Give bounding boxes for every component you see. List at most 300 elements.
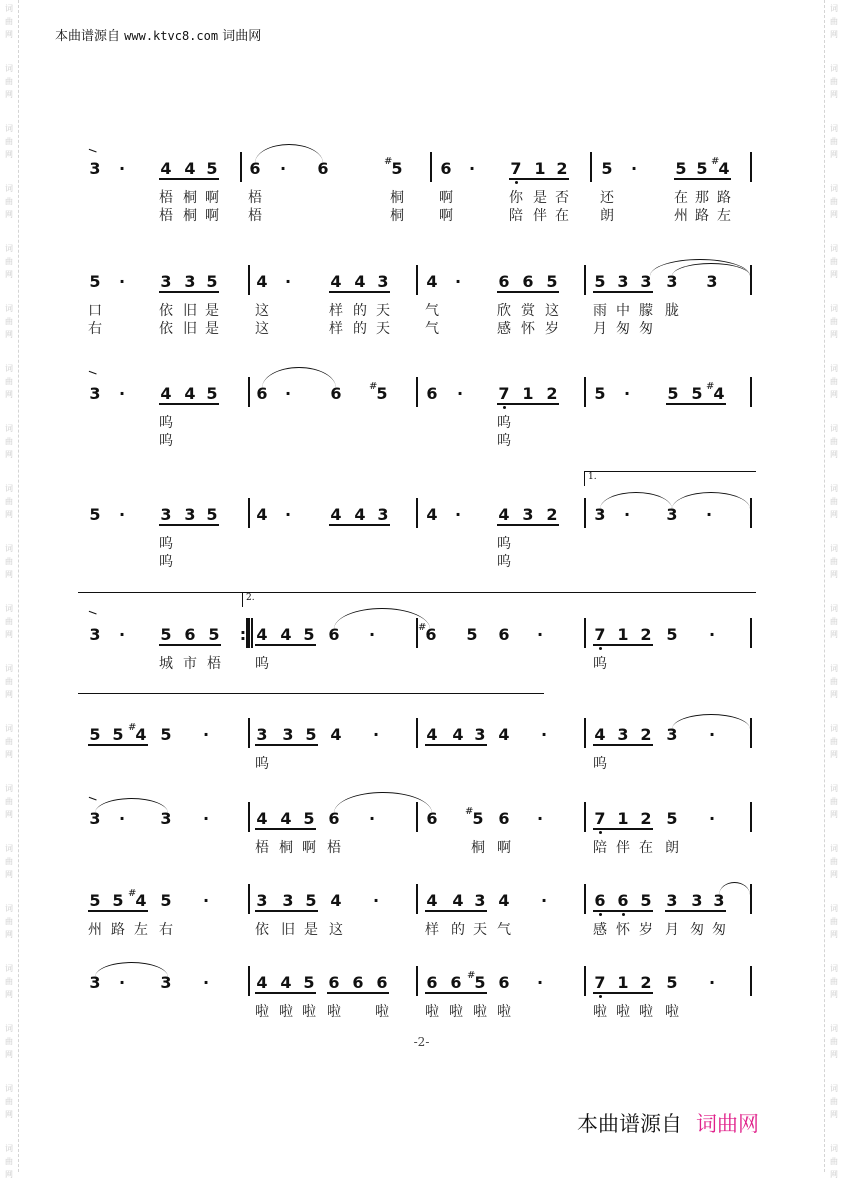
barline xyxy=(248,802,250,832)
slur-arc xyxy=(334,792,432,813)
score-note: 5 xyxy=(208,625,220,644)
watermark-char: 网 xyxy=(5,30,13,39)
watermark-char: 曲 xyxy=(830,497,838,506)
watermark-char: 网 xyxy=(830,210,838,219)
beam-underline xyxy=(159,291,219,293)
watermark-char: 词 xyxy=(5,604,13,613)
duration-dot: · xyxy=(279,159,287,178)
watermark-char: 曲 xyxy=(5,677,13,686)
score-note: 4 xyxy=(498,505,510,524)
score-note: 5 xyxy=(640,891,652,910)
lyric-syllable: 梧 xyxy=(327,840,341,856)
score-note: 4 xyxy=(354,272,366,291)
score-note: 4 xyxy=(184,159,196,178)
score-note: 5 xyxy=(305,891,317,910)
duration-dot: · xyxy=(368,625,376,644)
lyric-syllable: 气 xyxy=(425,321,439,337)
watermark-char: 网 xyxy=(5,990,13,999)
score-note: 2 xyxy=(640,809,652,828)
low-octave-dot xyxy=(503,406,506,409)
lyric-syllable: 是 xyxy=(205,321,219,337)
watermark-char: 曲 xyxy=(5,1037,13,1046)
watermark-char: 曲 xyxy=(830,257,838,266)
score-note: 3 xyxy=(89,384,101,403)
lyric-syllable: 啦 xyxy=(639,1004,653,1020)
watermark-char: 曲 xyxy=(5,857,13,866)
duration-dot: · xyxy=(118,159,126,178)
lyric-syllable: 呜 xyxy=(255,656,269,672)
slur-arc xyxy=(600,492,672,509)
barline xyxy=(750,884,752,914)
score-note: 2 xyxy=(546,505,558,524)
watermark-char: 曲 xyxy=(5,1097,13,1106)
score-note: 1 xyxy=(617,973,629,992)
score-note: 3 xyxy=(617,725,629,744)
header-label: 本曲谱源自 xyxy=(55,29,121,44)
barline xyxy=(750,265,752,295)
score-note: 4 xyxy=(330,505,342,524)
slur-arc xyxy=(672,492,750,509)
second-ending-bracket: 2. xyxy=(242,592,756,607)
duration-dot: · xyxy=(118,625,126,644)
lyric-syllable: 天 xyxy=(473,922,487,938)
lyric-syllable: 是 xyxy=(304,922,318,938)
watermark-char: 网 xyxy=(5,630,13,639)
duration-dot: · xyxy=(368,809,376,828)
score-note: 3 xyxy=(282,725,294,744)
score-note: 5 xyxy=(206,272,218,291)
watermark-char: 词 xyxy=(5,724,13,733)
lyric-syllable: 这 xyxy=(255,303,269,319)
score-note: 5 xyxy=(89,272,101,291)
slur-arc xyxy=(255,144,323,163)
lyric-syllable: 桐 xyxy=(390,208,404,224)
lyric-syllable: 啦 xyxy=(593,1004,607,1020)
watermark-char: 网 xyxy=(830,330,838,339)
duration-dot: · xyxy=(468,159,476,178)
watermark-char: 网 xyxy=(830,990,838,999)
score-note: 3 xyxy=(160,272,172,291)
score-note: 4 xyxy=(426,272,438,291)
beam-underline xyxy=(425,992,487,994)
watermark-char: 曲 xyxy=(5,77,13,86)
score-note: 5 xyxy=(89,725,101,744)
watermark-char: 曲 xyxy=(5,257,13,266)
watermark-char: 词 xyxy=(5,364,13,373)
lyric-syllable: 桐 xyxy=(183,190,197,206)
lyric-syllable: 呜 xyxy=(159,415,173,431)
lyric-syllable: 中 xyxy=(616,303,630,319)
beam-underline xyxy=(255,744,318,746)
lyric-syllable: 梧 xyxy=(248,208,262,224)
beam-underline xyxy=(88,910,148,912)
lyric-syllable: 啊 xyxy=(205,190,219,206)
watermark-char: 曲 xyxy=(830,857,838,866)
lyric-syllable: 气 xyxy=(425,303,439,319)
barline xyxy=(416,966,418,996)
watermark-char: 曲 xyxy=(5,437,13,446)
watermark-char: 网 xyxy=(5,750,13,759)
watermark-char: 网 xyxy=(830,390,838,399)
duration-dot: · xyxy=(708,973,716,992)
score-note: 4 # xyxy=(134,892,148,910)
barline xyxy=(590,152,592,182)
lyric-syllable: 右 xyxy=(88,321,102,337)
watermark-char: 词 xyxy=(830,244,838,253)
watermark-char: 曲 xyxy=(830,797,838,806)
barline xyxy=(416,265,418,295)
score-note: 6 xyxy=(617,891,629,910)
watermark-char: 词 xyxy=(5,484,13,493)
barline xyxy=(750,498,752,528)
lyric-syllable: 桐 xyxy=(471,840,485,856)
low-octave-dot xyxy=(622,913,625,916)
sharp-sign: # xyxy=(418,622,427,633)
watermark-char: 曲 xyxy=(5,917,13,926)
watermark-char: 词 xyxy=(830,1144,838,1153)
score-note: 3 xyxy=(184,272,196,291)
lyric-syllable: 啊 xyxy=(497,840,511,856)
score-note: 4 # xyxy=(134,726,148,744)
sharp-sign: # xyxy=(711,156,720,167)
score-note: 3 xyxy=(713,891,725,910)
lyric-syllable: 啦 xyxy=(665,1004,679,1020)
beam-underline xyxy=(159,524,219,526)
barline xyxy=(416,718,418,748)
score-note: 6 xyxy=(522,272,534,291)
lyric-syllable: 你 xyxy=(509,190,523,206)
score-note: 3 xyxy=(474,725,486,744)
duration-dot: · xyxy=(202,973,210,992)
lyric-syllable: 是 xyxy=(533,190,547,206)
lyric-syllable: 啦 xyxy=(616,1004,630,1020)
score-note: 3 xyxy=(89,809,101,828)
lyric-syllable: 月 xyxy=(593,321,607,337)
watermark-char: 词 xyxy=(830,664,838,673)
duration-dot: · xyxy=(630,159,638,178)
watermark-char: 网 xyxy=(5,870,13,879)
barline xyxy=(750,377,752,407)
watermark-char: 词 xyxy=(5,844,13,853)
duration-dot: · xyxy=(623,384,631,403)
watermark-char: 词 xyxy=(830,184,838,193)
duration-dot: · xyxy=(540,891,548,910)
beam-underline xyxy=(497,403,559,405)
score-note: 5 # xyxy=(471,810,485,828)
score-note: 5 xyxy=(594,384,606,403)
lyric-syllable: 样 xyxy=(329,303,343,319)
lyric-syllable: 呜 xyxy=(159,433,173,449)
watermark-char: 曲 xyxy=(830,1097,838,1106)
score-note: 4 xyxy=(498,725,510,744)
barline xyxy=(584,966,586,996)
score-note: 5 xyxy=(303,625,315,644)
watermark-char: 网 xyxy=(830,450,838,459)
watermark-char: 网 xyxy=(830,30,838,39)
beam-underline xyxy=(497,524,559,526)
barline xyxy=(584,498,586,528)
score-rule xyxy=(78,693,544,694)
lyric-syllable: 旧 xyxy=(183,303,197,319)
score-note: 7 xyxy=(594,973,606,992)
lyric-syllable: 这 xyxy=(329,922,343,938)
barline xyxy=(430,152,432,182)
watermark-char: 词 xyxy=(830,4,838,13)
beam-underline xyxy=(674,178,731,180)
score-note: 4 # xyxy=(717,160,731,178)
lyric-syllable: 那 xyxy=(695,190,709,206)
barline xyxy=(248,377,250,407)
duration-dot: · xyxy=(372,725,380,744)
watermark-char: 网 xyxy=(830,690,838,699)
lyric-syllable: 呜 xyxy=(497,536,511,552)
sharp-sign: # xyxy=(128,722,137,733)
watermark-char: 曲 xyxy=(5,137,13,146)
watermark-char: 词 xyxy=(830,124,838,133)
lyric-syllable: 感 xyxy=(497,321,511,337)
score-note: 5 xyxy=(696,159,708,178)
score-note: 6 xyxy=(426,973,438,992)
watermark-char: 曲 xyxy=(830,317,838,326)
score-note: 5 # xyxy=(473,974,487,992)
score-note: 5 xyxy=(594,272,606,291)
barline xyxy=(584,377,586,407)
score-note: 4 xyxy=(256,505,268,524)
lyric-syllable: 梧 xyxy=(207,656,221,672)
sharp-sign: # xyxy=(369,381,378,392)
watermark-char: 曲 xyxy=(830,377,838,386)
watermark-char: 网 xyxy=(5,570,13,579)
watermark-char: 网 xyxy=(5,690,13,699)
low-octave-dot xyxy=(599,995,602,998)
beam-underline xyxy=(593,291,653,293)
watermark-char: 词 xyxy=(5,184,13,193)
watermark-char: 曲 xyxy=(830,917,838,926)
watermark-char: 曲 xyxy=(830,137,838,146)
lyric-syllable: 月 xyxy=(665,922,679,938)
score-note: 5 # xyxy=(390,160,404,178)
lyric-syllable: 天 xyxy=(376,303,390,319)
score-note: 4 xyxy=(330,272,342,291)
score-note: 5 xyxy=(303,809,315,828)
lyric-syllable: 啊 xyxy=(439,208,453,224)
lyric-syllable: 桐 xyxy=(279,840,293,856)
lyric-syllable: 啦 xyxy=(255,1004,269,1020)
watermark-char: 网 xyxy=(5,390,13,399)
duration-dot: · xyxy=(536,809,544,828)
score-note: 5 xyxy=(206,384,218,403)
barline xyxy=(750,718,752,748)
duration-dot: · xyxy=(118,272,126,291)
score-note: 2 xyxy=(546,384,558,403)
beam-underline xyxy=(425,744,487,746)
lyric-syllable: 左 xyxy=(717,208,731,224)
score-note: 3 xyxy=(474,891,486,910)
barline xyxy=(248,718,250,748)
watermark-char: 词 xyxy=(5,1024,13,1033)
lyric-syllable: 啊 xyxy=(439,190,453,206)
score-note: 6 xyxy=(256,384,268,403)
score-note: 2 xyxy=(640,973,652,992)
score-note: 7 xyxy=(594,809,606,828)
watermark-char: 词 xyxy=(5,904,13,913)
lyric-syllable: 还 xyxy=(600,190,614,206)
score-note: 5 xyxy=(89,891,101,910)
watermark-char: 网 xyxy=(830,750,838,759)
watermark-char: 词 xyxy=(830,784,838,793)
watermark-char: 曲 xyxy=(830,77,838,86)
lyric-syllable: 啊 xyxy=(205,208,219,224)
watermark-char: 曲 xyxy=(830,197,838,206)
duration-dot: · xyxy=(118,809,126,828)
watermark-char: 词 xyxy=(830,604,838,613)
score-note: 3 xyxy=(89,625,101,644)
score-note: 6 xyxy=(376,973,388,992)
barline xyxy=(750,618,752,648)
score-note: 5 xyxy=(666,625,678,644)
lyric-syllable: 雨 xyxy=(593,303,607,319)
watermark-char: 词 xyxy=(830,64,838,73)
watermark-char: 曲 xyxy=(830,617,838,626)
lyric-syllable: 天 xyxy=(376,321,390,337)
duration-dot: · xyxy=(118,384,126,403)
score-note: 5 xyxy=(466,625,478,644)
score-note: 1 xyxy=(522,384,534,403)
watermark-char: 网 xyxy=(830,90,838,99)
watermark-char: 网 xyxy=(5,510,13,519)
watermark-char: 曲 xyxy=(830,1157,838,1166)
score-note: 6 xyxy=(330,384,342,403)
lyric-syllable: 伴 xyxy=(533,208,547,224)
watermark-char: 曲 xyxy=(5,17,13,26)
score-note: 5 xyxy=(160,725,172,744)
watermark-char: 曲 xyxy=(830,17,838,26)
lyric-syllable: 啦 xyxy=(375,1004,389,1020)
beam-underline xyxy=(666,403,726,405)
watermark-char: 网 xyxy=(830,510,838,519)
lyric-syllable: 匆 xyxy=(712,922,726,938)
score-note: 3 xyxy=(691,891,703,910)
score-note: 1 xyxy=(534,159,546,178)
score-note: 3 xyxy=(256,891,268,910)
score-note: 3 xyxy=(666,891,678,910)
lyric-syllable: 梧 xyxy=(248,190,262,206)
ornament-mark xyxy=(87,611,96,618)
score-note: 6 xyxy=(498,809,510,828)
watermark-char: 词 xyxy=(5,4,13,13)
lyric-syllable: 梧 xyxy=(159,208,173,224)
score-note: 6 # xyxy=(424,626,438,644)
watermark-char: 词 xyxy=(5,964,13,973)
score-note: 5 xyxy=(206,505,218,524)
lyric-syllable: 依 xyxy=(159,303,173,319)
watermark-char: 网 xyxy=(5,150,13,159)
score-note: 4 xyxy=(426,505,438,524)
score-note: 7 xyxy=(510,159,522,178)
slur-arc xyxy=(672,714,750,729)
barline xyxy=(248,618,250,648)
score-note: 3 xyxy=(256,725,268,744)
lyric-syllable: 呜 xyxy=(497,433,511,449)
lyric-syllable: 的 xyxy=(353,303,367,319)
lyric-syllable: 呜 xyxy=(593,656,607,672)
watermark-char: 曲 xyxy=(5,737,13,746)
lyric-syllable: 在 xyxy=(674,190,688,206)
lyric-syllable: 感 xyxy=(593,922,607,938)
watermark-char: 词 xyxy=(830,844,838,853)
repeat-sign: : xyxy=(239,625,247,644)
watermark-char: 词 xyxy=(830,724,838,733)
score-note: 4 xyxy=(280,973,292,992)
lyric-syllable: 岁 xyxy=(639,922,653,938)
duration-dot: · xyxy=(540,725,548,744)
watermark-char: 曲 xyxy=(5,557,13,566)
header-site[interactable]: 词曲网 xyxy=(222,29,262,44)
watermark-char: 曲 xyxy=(830,977,838,986)
barline xyxy=(248,498,250,528)
score-note: 5 xyxy=(601,159,613,178)
watermark-char: 曲 xyxy=(5,1157,13,1166)
lyric-syllable: 桐 xyxy=(183,208,197,224)
watermark-char: 词 xyxy=(5,304,13,313)
duration-dot: · xyxy=(372,891,380,910)
watermark-char: 网 xyxy=(5,930,13,939)
score-note: 4 xyxy=(256,272,268,291)
beam-underline xyxy=(593,828,653,830)
watermark-char: 网 xyxy=(830,930,838,939)
watermark-char: 网 xyxy=(5,270,13,279)
lyric-syllable: 在 xyxy=(639,840,653,856)
lyric-syllable: 啦 xyxy=(302,1004,316,1020)
score-note: 3 xyxy=(522,505,534,524)
score-note: 4 xyxy=(160,384,172,403)
ornament-mark xyxy=(87,371,96,378)
score-note: 6 xyxy=(352,973,364,992)
watermark-char: 词 xyxy=(5,1084,13,1093)
watermark-char: 网 xyxy=(5,810,13,819)
slur-arc xyxy=(95,962,168,977)
barline xyxy=(584,265,586,295)
score-note: 3 xyxy=(184,505,196,524)
lyric-syllable: 怀 xyxy=(521,321,535,337)
score-note: 1 xyxy=(617,625,629,644)
header-url[interactable]: www.ktvc8.com xyxy=(124,29,219,43)
score-note: 5 xyxy=(112,725,124,744)
score-note: 6 xyxy=(440,159,452,178)
score-note: 4 xyxy=(498,891,510,910)
duration-dot: · xyxy=(708,625,716,644)
watermark-char: 网 xyxy=(5,210,13,219)
watermark-char: 网 xyxy=(5,450,13,459)
lyric-syllable: 左 xyxy=(134,922,148,938)
lyric-syllable: 呜 xyxy=(255,756,269,772)
beam-underline xyxy=(329,524,390,526)
lyric-syllable: 右 xyxy=(159,922,173,938)
score-note: 5 xyxy=(160,891,172,910)
page-number: -2- xyxy=(413,1035,430,1049)
watermark-char: 词 xyxy=(830,1024,838,1033)
lyric-syllable: 啦 xyxy=(473,1004,487,1020)
score-note: 4 xyxy=(354,505,366,524)
footer-site[interactable]: 词曲网 xyxy=(696,1112,759,1136)
lyric-syllable: 胧 xyxy=(665,303,679,319)
barline xyxy=(240,152,242,182)
score-note: 5 xyxy=(546,272,558,291)
score-note: 4 xyxy=(452,725,464,744)
duration-dot: · xyxy=(202,725,210,744)
watermark-char: 词 xyxy=(5,1144,13,1153)
source-footer xyxy=(577,1108,759,1138)
